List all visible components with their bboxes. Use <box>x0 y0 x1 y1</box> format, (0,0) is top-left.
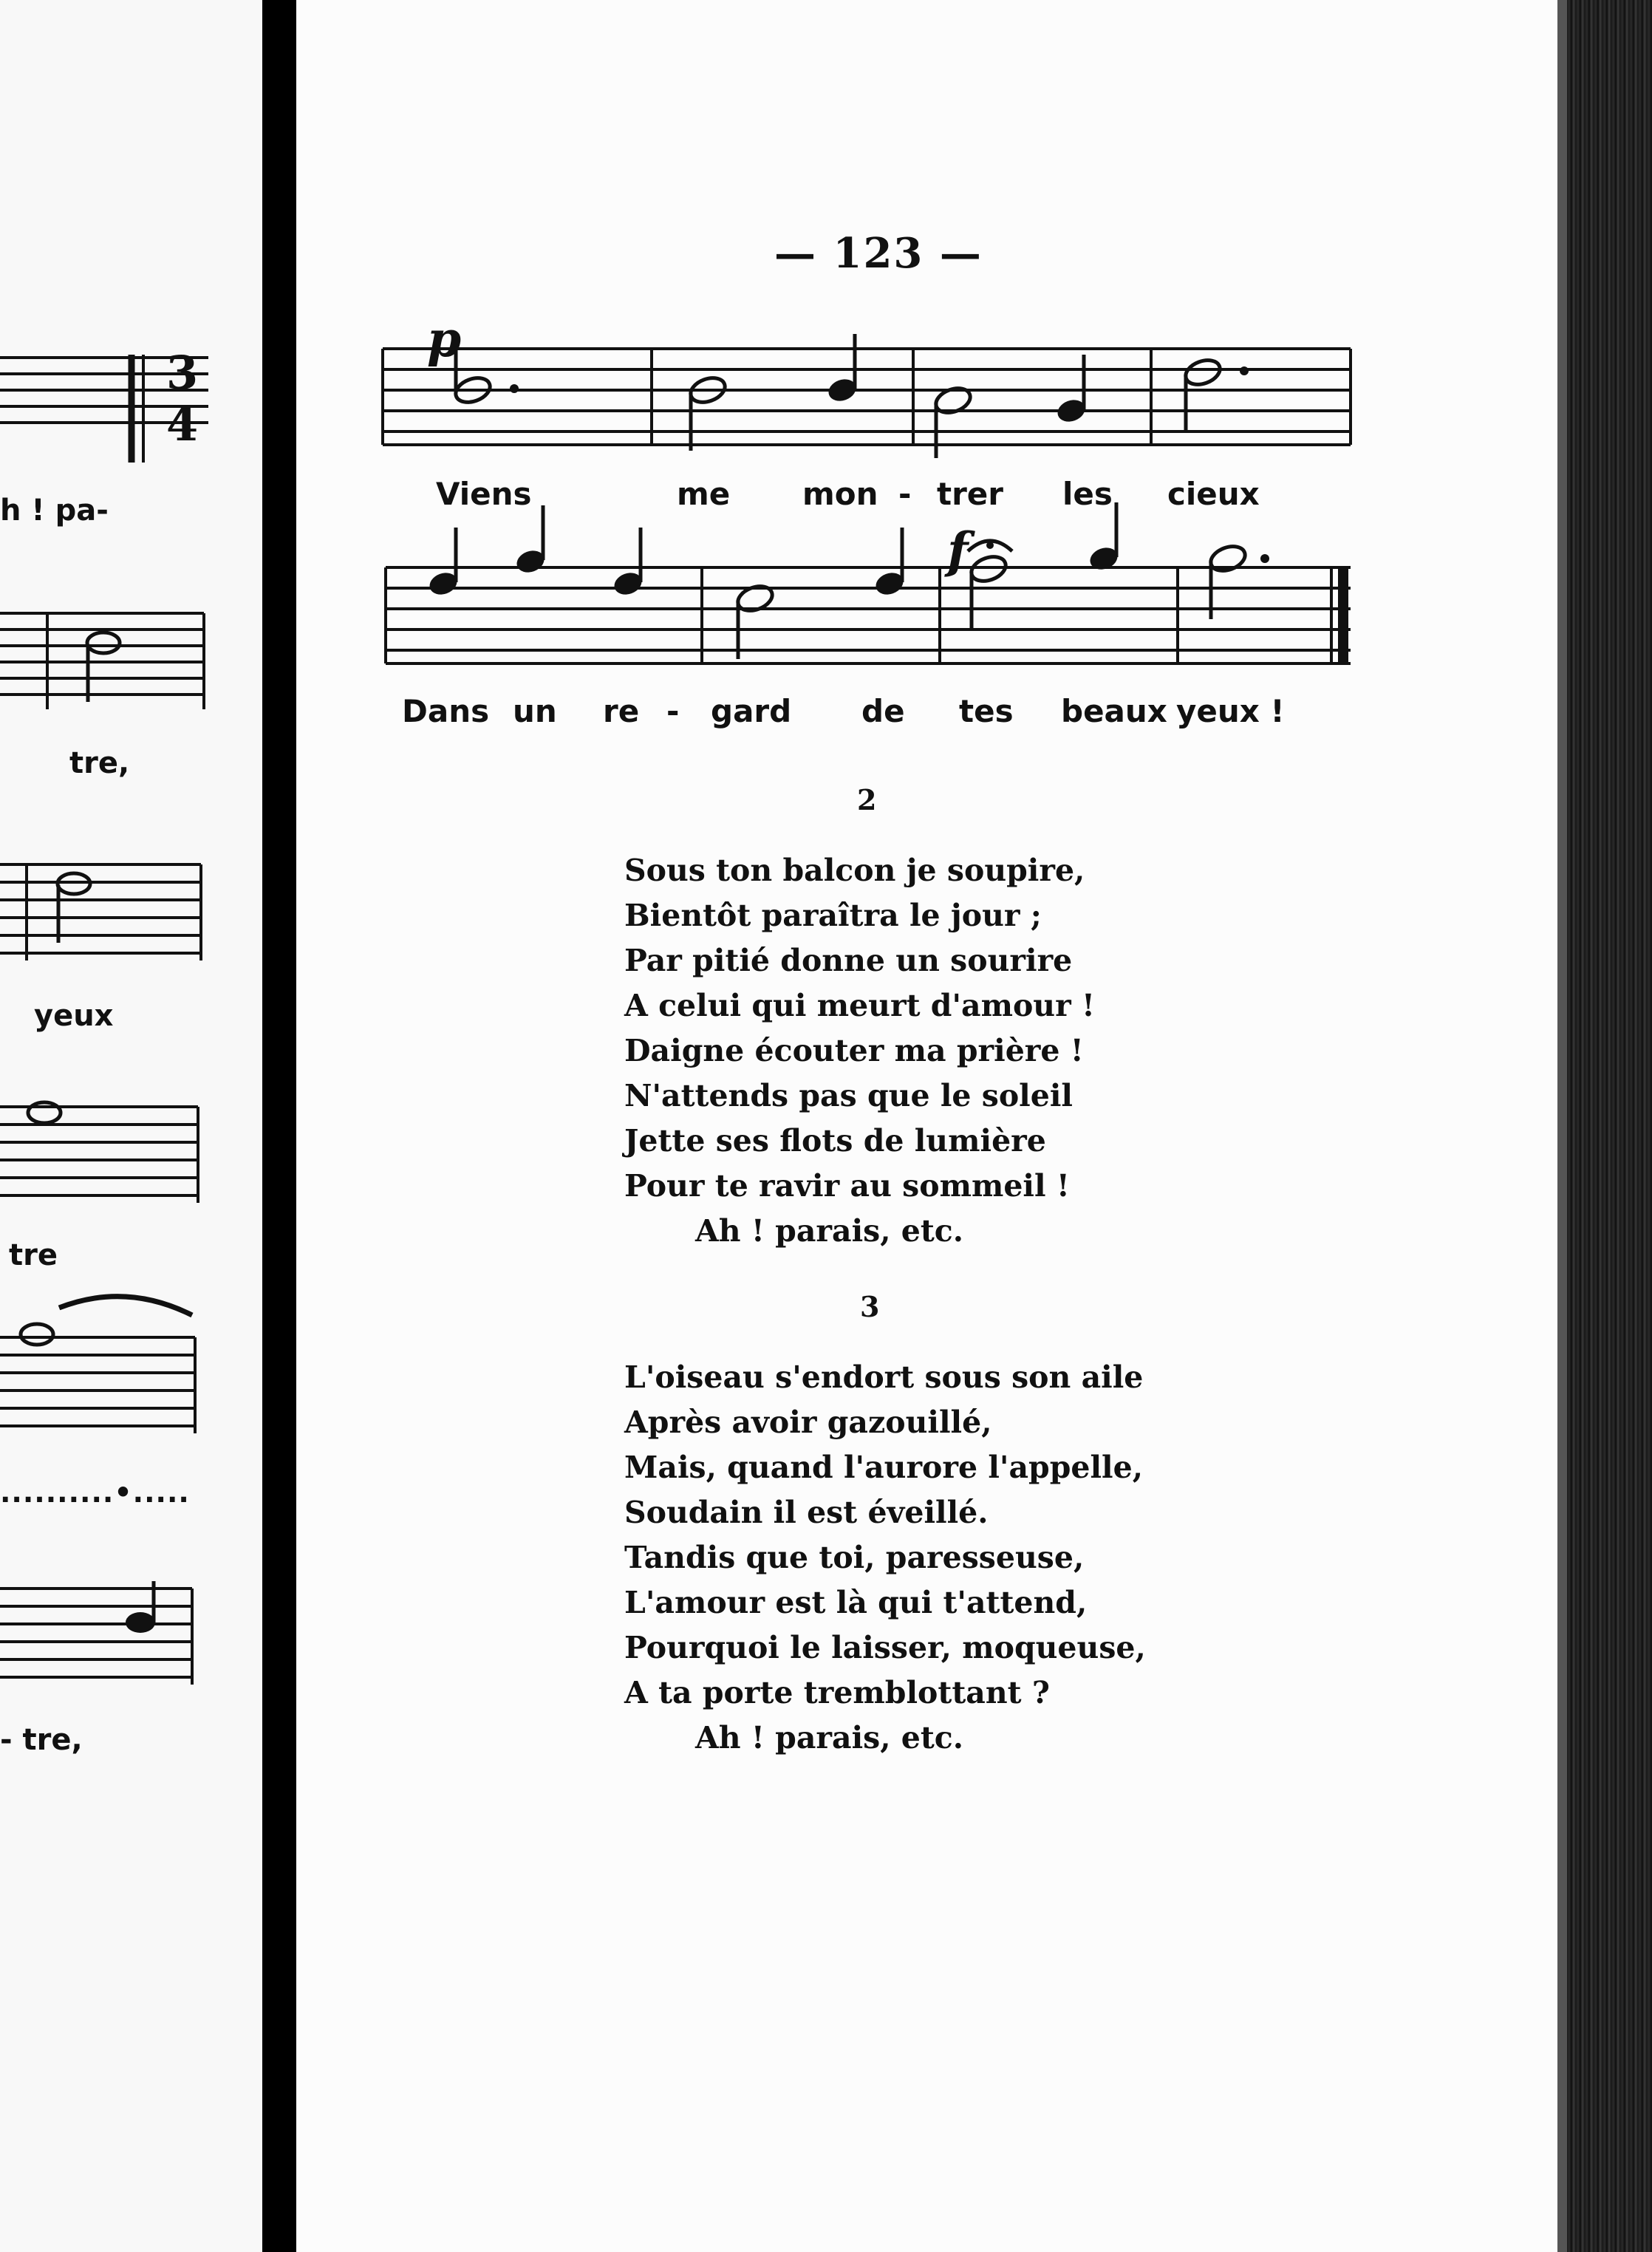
left-fragment-5: ..........•..... <box>0 1476 190 1509</box>
verse-line: A celui qui meurt d'amour ! <box>624 988 1095 1023</box>
refrain-line: Ah ! parais, etc. <box>695 1720 964 1755</box>
stanza-number: 3 <box>860 1290 880 1323</box>
lyric-syllable: Viens <box>436 476 532 512</box>
verse-line: A ta porte tremblottant ? <box>624 1675 1050 1710</box>
time-signature-bottom: 4 <box>166 397 199 451</box>
lyric-syllable: re <box>603 693 640 729</box>
verse-line: Soudain il est éveillé. <box>624 1495 989 1530</box>
left-fragment-1: h ! pa- <box>0 494 109 528</box>
verse-line: Tandis que toi, paresseuse, <box>624 1540 1085 1575</box>
verse-line: Jette ses flots de lumière <box>624 1123 1046 1159</box>
lyric-syllable: un <box>513 693 557 729</box>
staff-2 <box>386 566 1351 665</box>
verse-line: Bientôt paraîtra le jour ; <box>624 898 1042 933</box>
dynamic-forte: f <box>947 522 969 579</box>
verse-line: Mais, quand l'aurore l'appelle, <box>624 1450 1143 1485</box>
lyric-syllable: beaux <box>1061 693 1167 729</box>
left-fragment-4: tre <box>9 1238 58 1272</box>
left-fragment-2: tre, <box>69 746 130 780</box>
verse-line: L'oiseau s'endort sous son aile <box>624 1359 1144 1395</box>
stanza-3 <box>624 1355 1146 1761</box>
lyric-syllable: yeux ! <box>1176 693 1285 729</box>
lyric-syllable: gard <box>711 693 792 729</box>
refrain-line: Ah ! parais, etc. <box>695 1213 964 1249</box>
lyric-syllable: trer <box>937 476 1003 512</box>
lyric-syllable: tes <box>959 693 1014 729</box>
lyric-syllable: me <box>677 476 731 512</box>
lyric-syllable: cieux <box>1167 476 1260 512</box>
lyric-hyphen: - <box>666 693 680 729</box>
time-signature-top: 3 <box>166 346 199 400</box>
verse-line: Daigne écouter ma prière ! <box>624 1033 1084 1068</box>
lyric-syllable: les <box>1062 476 1113 512</box>
dynamic-piano: p <box>427 310 462 368</box>
verse-line: Pour te ravir au sommeil ! <box>624 1168 1070 1204</box>
verse-line: Après avoir gazouillé, <box>624 1405 992 1440</box>
page-number: — 123 — <box>774 229 983 278</box>
verse-line: L'amour est là qui t'attend, <box>624 1585 1088 1620</box>
verse-line: Par pitié donne un sourire <box>624 943 1073 978</box>
lyric-syllable: mon <box>802 476 878 512</box>
left-fragment-3: yeux <box>34 999 114 1033</box>
verse-line: Pourquoi le laisser, moqueuse, <box>624 1630 1146 1665</box>
lyric-syllable: de <box>861 693 905 729</box>
stanza-2 <box>624 848 1095 1254</box>
verse-line: Sous ton balcon je soupire, <box>624 853 1085 888</box>
lyric-syllable: Dans <box>402 693 490 729</box>
stanza-number: 2 <box>857 783 877 816</box>
left-fragment-6: - tre, <box>0 1723 83 1757</box>
lyric-hyphen: - <box>898 476 912 512</box>
staff-1 <box>383 349 1351 445</box>
verse-line: N'attends pas que le soleil <box>624 1078 1073 1113</box>
